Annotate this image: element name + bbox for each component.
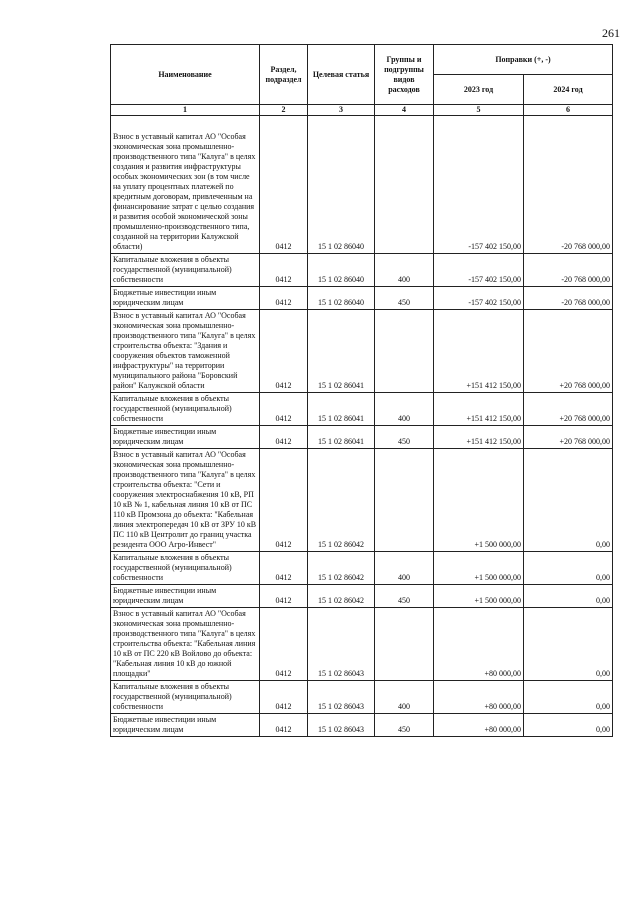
row-target: 15 1 02 86042	[308, 552, 375, 585]
amendments-table	[110, 44, 613, 737]
header-year-2024: 2024 год	[524, 75, 613, 105]
row-name: Взнос в уставный капитал АО "Особая экономическая зона промышленно-производственного типа "Калуга" в целях строительства объекта: "Сети и сооружения электроснабжения 10 кВ, РП 10 кВ № 1, кабельная линия 10 кВ от ПС 110 кВ Промзона до объекта: "Кабельная линия электропередач 10 кВ от ЗРУ 10 кВ ПС 110 кВ Центролит до границ участка резидента ООО Агро-Инвест"	[111, 449, 260, 552]
row-amount-2023: +80 000,00	[434, 608, 524, 681]
row-amount-2024: 0,00	[524, 449, 613, 552]
table-row	[111, 608, 613, 681]
row-amount-2024: -20 768 000,00	[524, 254, 613, 287]
row-section: 0412	[260, 116, 308, 254]
row-section: 0412	[260, 393, 308, 426]
row-target: 15 1 02 86041	[308, 310, 375, 393]
table-row	[111, 552, 613, 585]
table-row	[111, 393, 613, 426]
row-target: 15 1 02 86040	[308, 287, 375, 310]
table-row	[111, 426, 613, 449]
row-target: 15 1 02 86040	[308, 254, 375, 287]
row-target: 15 1 02 86042	[308, 449, 375, 552]
table-row	[111, 254, 613, 287]
row-name: Взнос в уставный капитал АО "Особая экономическая зона промышленно-производственного типа "Калуга" в целях создания и развития инфраструктуры особых экономических зон (в том числе на уплату процентных платежей по кредитным договорам, привлеченным на финансирование затрат с целью создания и развития особой экономической зоны промышленно-производственного типа, созданной на территории Калужской области)	[111, 116, 260, 254]
col-number: 3	[308, 105, 375, 116]
row-amount-2023: +1 500 000,00	[434, 552, 524, 585]
table-row	[111, 449, 613, 552]
row-section: 0412	[260, 552, 308, 585]
col-number: 2	[260, 105, 308, 116]
row-target: 15 1 02 86041	[308, 393, 375, 426]
row-group	[375, 449, 434, 552]
row-amount-2024: 0,00	[524, 552, 613, 585]
header-groups: Группы и подгруппы видов расходов	[375, 45, 434, 105]
table-row	[111, 116, 613, 254]
row-name: Капитальные вложения в объекты государственной (муниципальной) собственности	[111, 254, 260, 287]
header-section: Раздел, подраздел	[260, 45, 308, 105]
table-row	[111, 310, 613, 393]
row-amount-2023: +80 000,00	[434, 714, 524, 737]
header-amendments: Поправки (+, -)	[434, 45, 613, 75]
col-number: 4	[375, 105, 434, 116]
row-name: Бюджетные инвестиции иным юридическим лицам	[111, 585, 260, 608]
row-amount-2023: +80 000,00	[434, 681, 524, 714]
column-number-row	[111, 105, 613, 116]
row-amount-2024: +20 768 000,00	[524, 310, 613, 393]
row-section: 0412	[260, 585, 308, 608]
row-amount-2023: -157 402 150,00	[434, 287, 524, 310]
col-number: 1	[111, 105, 260, 116]
row-target: 15 1 02 86041	[308, 426, 375, 449]
row-section: 0412	[260, 608, 308, 681]
row-group: 400	[375, 393, 434, 426]
row-group: 400	[375, 681, 434, 714]
row-amount-2023: -157 402 150,00	[434, 116, 524, 254]
row-section: 0412	[260, 310, 308, 393]
row-name: Капитальные вложения в объекты государственной (муниципальной) собственности	[111, 552, 260, 585]
row-target: 15 1 02 86043	[308, 608, 375, 681]
col-number: 5	[434, 105, 524, 116]
table-header	[111, 45, 613, 116]
row-group: 400	[375, 552, 434, 585]
row-amount-2023: +151 412 150,00	[434, 393, 524, 426]
row-amount-2024: 0,00	[524, 681, 613, 714]
row-group: 450	[375, 426, 434, 449]
row-target: 15 1 02 86040	[308, 116, 375, 254]
table-row	[111, 681, 613, 714]
row-name: Взнос в уставный капитал АО "Особая экономическая зона промышленно-производственного типа "Калуга" в целях строительства объекта: "Кабельная линия 10 кВ от ПС 220 кВ Войлово до объекта: "Кабельная линия 10 кВ до южной площадки"	[111, 608, 260, 681]
row-amount-2023: +151 412 150,00	[434, 426, 524, 449]
row-name: Бюджетные инвестиции иным юридическим лицам	[111, 287, 260, 310]
row-name: Капитальные вложения в объекты государственной (муниципальной) собственности	[111, 681, 260, 714]
row-amount-2024: -20 768 000,00	[524, 116, 613, 254]
row-section: 0412	[260, 714, 308, 737]
table-row	[111, 585, 613, 608]
row-group	[375, 310, 434, 393]
row-section: 0412	[260, 681, 308, 714]
row-amount-2024: +20 768 000,00	[524, 426, 613, 449]
row-amount-2024: 0,00	[524, 608, 613, 681]
row-group	[375, 116, 434, 254]
row-name: Бюджетные инвестиции иным юридическим лицам	[111, 714, 260, 737]
header-target: Целевая статья	[308, 45, 375, 105]
row-group: 450	[375, 585, 434, 608]
header-name: Наименование	[111, 45, 260, 105]
row-name: Бюджетные инвестиции иным юридическим лицам	[111, 426, 260, 449]
row-amount-2024: 0,00	[524, 585, 613, 608]
row-section: 0412	[260, 426, 308, 449]
row-amount-2023: +151 412 150,00	[434, 310, 524, 393]
row-target: 15 1 02 86043	[308, 681, 375, 714]
row-section: 0412	[260, 449, 308, 552]
row-amount-2023: +1 500 000,00	[434, 449, 524, 552]
row-amount-2023: -157 402 150,00	[434, 254, 524, 287]
page-number: 261	[602, 26, 620, 40]
table-body	[111, 116, 613, 737]
row-target: 15 1 02 86043	[308, 714, 375, 737]
row-section: 0412	[260, 287, 308, 310]
row-group: 450	[375, 714, 434, 737]
row-name: Капитальные вложения в объекты государственной (муниципальной) собственности	[111, 393, 260, 426]
header-year-2023: 2023 год	[434, 75, 524, 105]
row-group: 450	[375, 287, 434, 310]
row-amount-2024: +20 768 000,00	[524, 393, 613, 426]
row-section: 0412	[260, 254, 308, 287]
row-amount-2023: +1 500 000,00	[434, 585, 524, 608]
row-amount-2024: -20 768 000,00	[524, 287, 613, 310]
table-row	[111, 287, 613, 310]
row-amount-2024: 0,00	[524, 714, 613, 737]
row-group	[375, 608, 434, 681]
row-name: Взнос в уставный капитал АО "Особая экономическая зона промышленно-производственного типа "Калуга" в целях строительства объекта: "Здания и сооружения объектов таможенной инфраструктуры" на территории муниципального района "Боровский район" Калужской области	[111, 310, 260, 393]
table-row	[111, 714, 613, 737]
col-number: 6	[524, 105, 613, 116]
row-group: 400	[375, 254, 434, 287]
row-target: 15 1 02 86042	[308, 585, 375, 608]
